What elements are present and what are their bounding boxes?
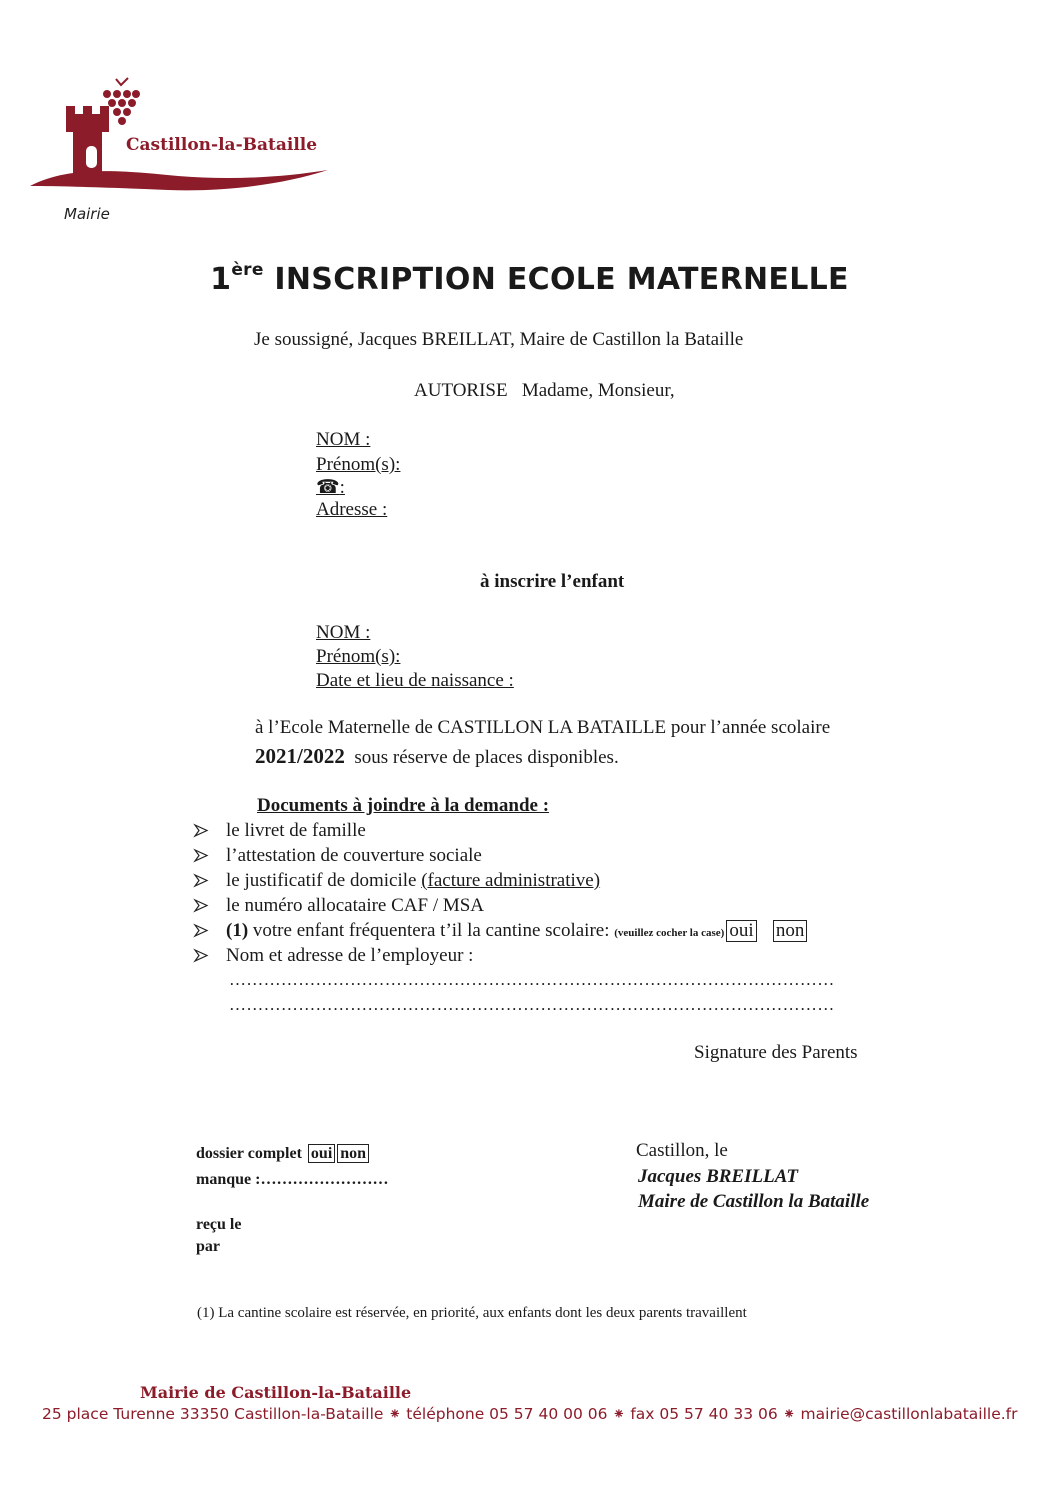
arrow-bullet-icon xyxy=(192,943,212,968)
parent-nom-label: NOM : xyxy=(316,429,371,450)
dossier-complet-row: dossier complet oui non xyxy=(196,1142,369,1165)
arrow-bullet-icon xyxy=(192,818,212,843)
list-item: le livret de famille xyxy=(192,818,912,843)
documents-list xyxy=(192,818,912,968)
telephone-icon: ☎ xyxy=(316,477,340,498)
sign-place: Castillon, le xyxy=(636,1140,728,1161)
documents-heading: Documents à joindre à la demande : xyxy=(257,795,550,816)
signature-parents: Signature des Parents xyxy=(694,1042,858,1063)
logo-town-name: Castillon-la-Bataille xyxy=(126,135,318,155)
list-item: Nom et adresse de l’employeur : xyxy=(192,943,912,968)
cantine-non-checkbox[interactable]: non xyxy=(773,920,808,942)
arrow-bullet-icon xyxy=(192,893,212,918)
footer-contact: 25 place Turenne 33350 Castillon-la-Bataille ⁕ téléphone 05 57 40 00 06 ⁕ fax 05 57 40 33 06 ⁕ mairie@castillonlabataille.fr xyxy=(42,1405,1018,1423)
inscrire-heading: à inscrire l’enfant xyxy=(480,571,625,592)
par-label: par xyxy=(196,1238,220,1255)
dossier-oui-checkbox[interactable]: oui xyxy=(308,1144,335,1163)
recu-le-label: reçu le xyxy=(196,1216,242,1233)
cantine-instruction: (veuillez cocher la case) xyxy=(614,927,725,939)
list-item: (1) votre enfant fréquentera t’il la cantine scolaire: (veuillez cocher la case) oui non xyxy=(192,918,912,943)
employer-dotted-line-1[interactable]: …………………………………………………………………………………………… xyxy=(229,970,835,989)
arrow-bullet-icon xyxy=(192,868,212,893)
child-naissance-label: Date et lieu de naissance : xyxy=(316,670,514,691)
footer-mairie-name: Mairie de Castillon-la-Bataille xyxy=(140,1383,412,1402)
page-title: 1ère INSCRIPTION ECOLE MATERNELLE xyxy=(210,260,849,297)
list-item: le numéro allocataire CAF / MSA xyxy=(192,893,912,918)
mayor-role: Maire de Castillon la Bataille xyxy=(638,1191,870,1212)
school-line-2: 2021/2022 sous réserve de places disponibles. xyxy=(255,744,619,768)
parent-adresse-label: Adresse : xyxy=(316,499,388,520)
list-item: l’attestation de couverture sociale xyxy=(192,843,912,868)
employer-dotted-line-2[interactable]: …………………………………………………………………………………………… xyxy=(229,995,835,1014)
manque-field: manque :…………………… xyxy=(196,1171,389,1188)
arrow-bullet-icon xyxy=(192,843,212,868)
footnote: (1) La cantine scolaire est réservée, en priorité, aux enfants dont les deux parents travaillent xyxy=(197,1305,747,1321)
child-prenom-label: Prénom(s): xyxy=(316,646,401,667)
authorise-text: AUTORISE Madame, Monsieur, xyxy=(414,380,675,401)
intro-text: Je soussigné, Jacques BREILLAT, Maire de Castillon la Bataille xyxy=(254,329,744,350)
child-nom-label: NOM : xyxy=(316,622,371,643)
school-year: 2021/2022 xyxy=(255,744,345,768)
parent-prenom-label: Prénom(s): xyxy=(316,454,401,475)
logo-mairie-label: Mairie xyxy=(64,205,110,223)
school-line-1: à l’Ecole Maternelle de CASTILLON LA BATAILLE pour l’année scolaire xyxy=(255,717,831,738)
dossier-non-checkbox[interactable]: non xyxy=(337,1144,369,1163)
arrow-bullet-icon xyxy=(192,918,212,943)
facture-note: (facture administrative) xyxy=(421,870,601,891)
mayor-name: Jacques BREILLAT xyxy=(638,1166,798,1187)
parent-phone-label: ☎: xyxy=(316,477,345,498)
list-item: le justificatif de domicile (facture administrative) xyxy=(192,868,912,893)
cantine-oui-checkbox[interactable]: oui xyxy=(726,920,756,942)
